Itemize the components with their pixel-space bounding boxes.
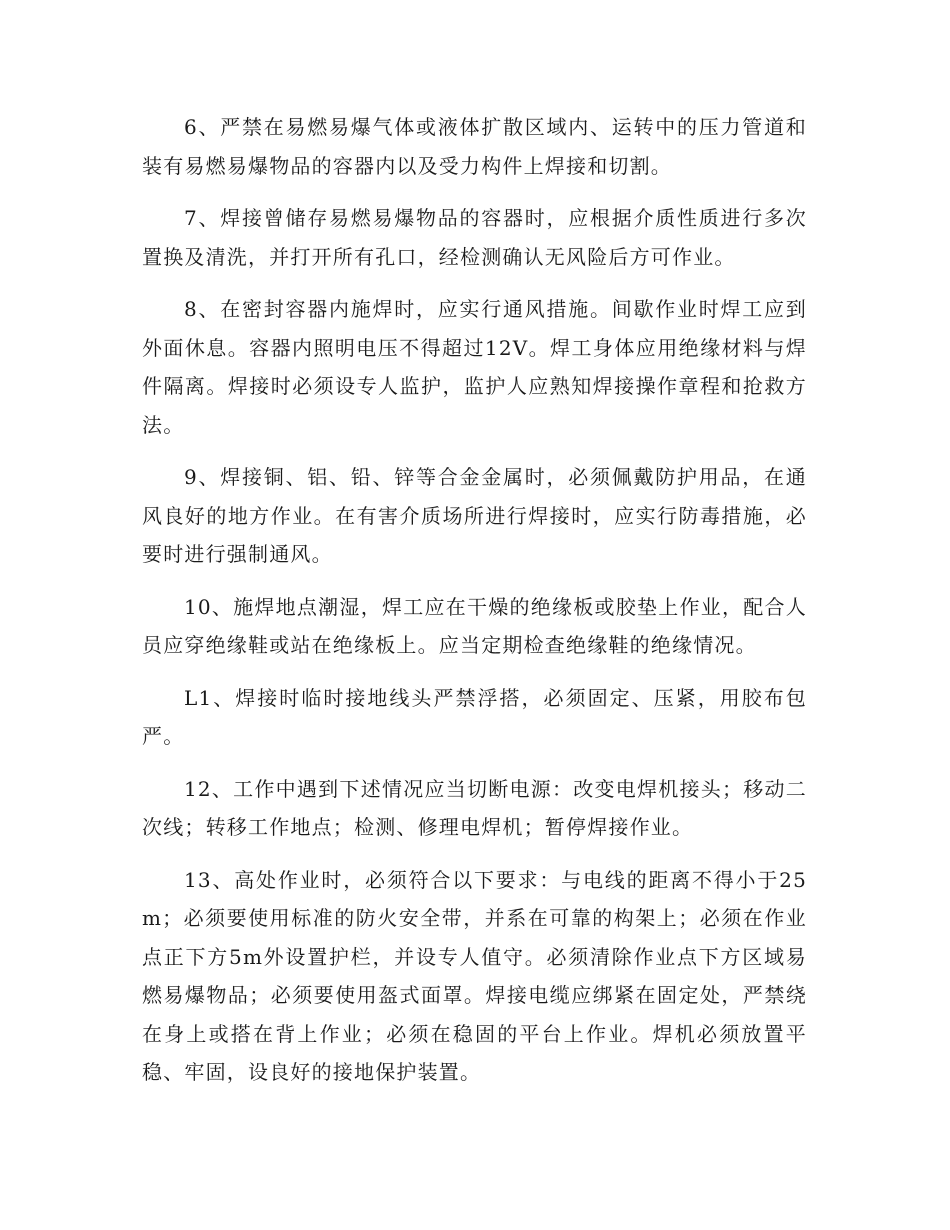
- paragraph-12: 12、工作中遇到下述情况应当切断电源：改变电焊机接头；移动二次线；转移工作地点；检测、修理电焊机；暂停焊接作业。: [142, 776, 807, 839]
- paragraph-9: 9、焊接铜、铝、铅、锌等合金金属时，必须佩戴防护用品，在通风良好的地方作业。在有害介质场所进行焊接时，应实行防毒措施，必要时进行强制通风。: [142, 465, 807, 566]
- paragraph-7: 7、焊接曾储存易燃易爆物品的容器时，应根据介质性质进行多次置换及清洗，并打开所有孔口，经检测确认无风险后方可作业。: [142, 206, 807, 269]
- paragraph-13: 13、高处作业时，必须符合以下要求：与电线的距离不得小于25m；必须要使用标准的防火安全带，并系在可靠的构架上；必须在作业点正下方5m外设置护栏，并设专人值守。必须清除作业点下方区域易燃易爆物品；必须要使用盔式面罩。焊接电缆应绑紧在固定处，严禁绕在身上或搭在背上作业；必须在稳固的平台上作业。焊机必须放置平稳、牢固，设良好的接地保护装置。: [142, 867, 807, 1084]
- document-body: [142, 108, 807, 1106]
- paragraph-8: 8、在密封容器内施焊时，应实行通风措施。间歇作业时焊工应到外面休息。容器内照明电压不得超过12V。焊工身体应用绝缘材料与焊件隔离。焊接时必须设专人监护，监护人应熟知焊接操作章程和抢救方法。: [142, 297, 807, 437]
- paragraph-10: 10、施焊地点潮湿，焊工应在干燥的绝缘板或胶垫上作业，配合人员应穿绝缘鞋或站在绝缘板上。应当定期检查绝缘鞋的绝缘情况。: [142, 594, 807, 657]
- paragraph-6: 6、严禁在易燃易爆气体或液体扩散区域内、运转中的压力管道和装有易燃易爆物品的容器内以及受力构件上焊接和切割。: [142, 115, 807, 178]
- paragraph-11: L1、焊接时临时接地线头严禁浮搭，必须固定、压紧，用胶布包严。: [142, 685, 807, 748]
